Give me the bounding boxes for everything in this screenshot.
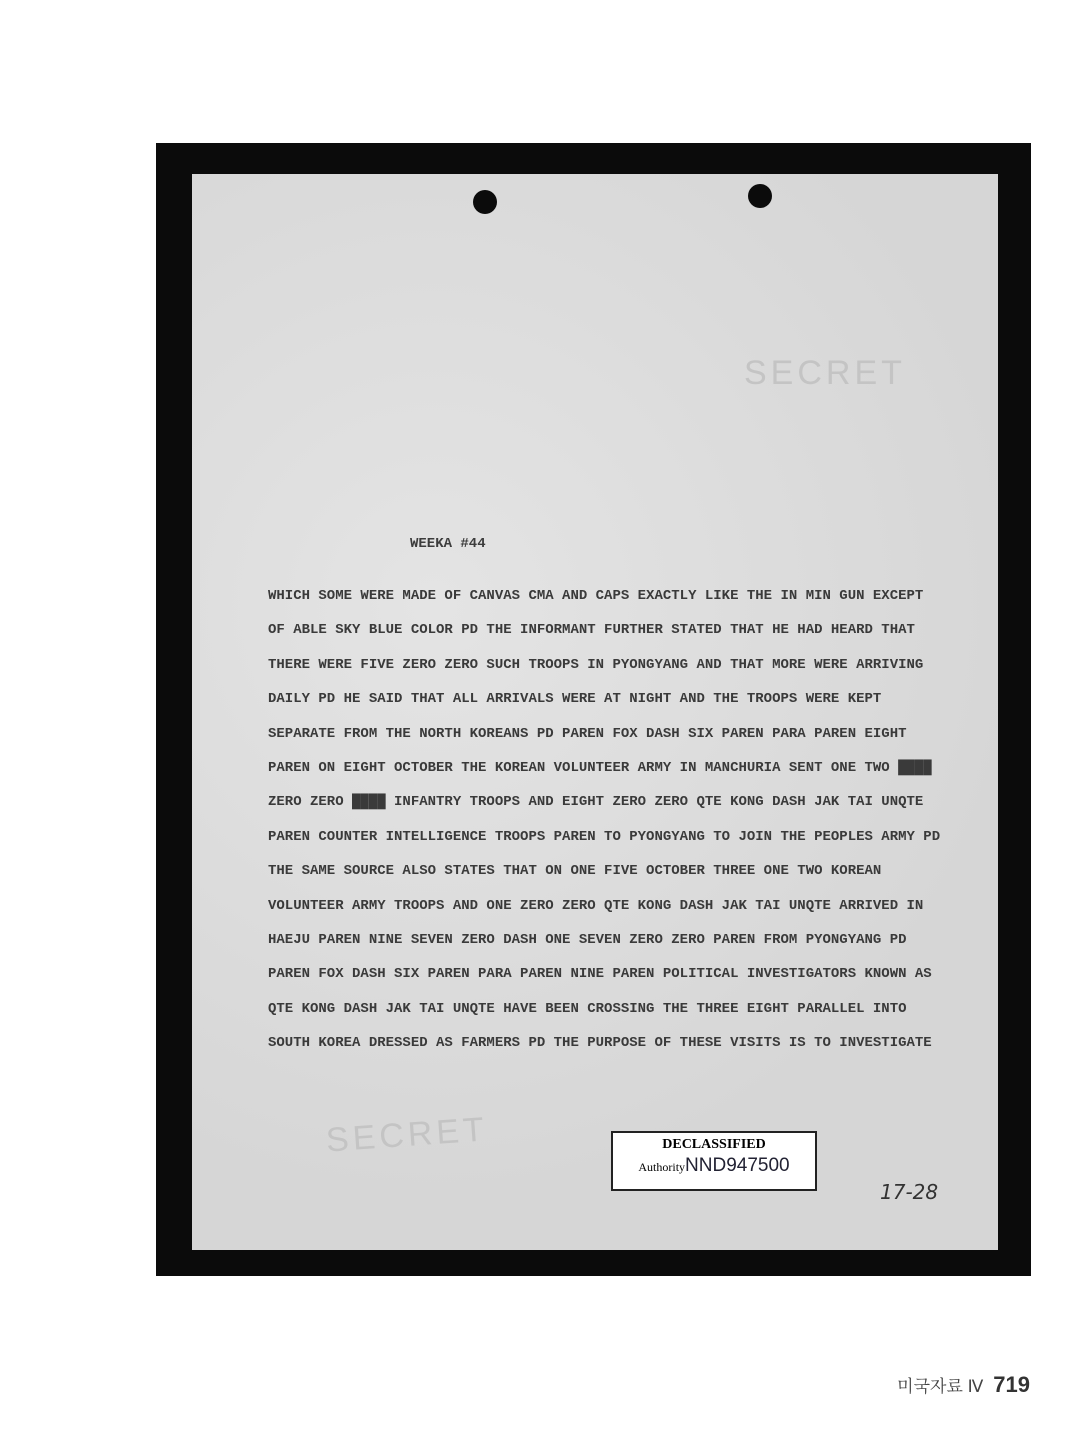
- text-line: DAILY PD HE SAID THAT ALL ARRIVALS WERE AT NIGHT AND THE TROOPS WERE KEPT: [268, 691, 882, 708]
- footer-section: 미국자료 Ⅳ: [897, 1377, 984, 1396]
- text-line: PAREN ON EIGHT OCTOBER THE KOREAN VOLUNTEER ARMY IN MANCHURIA SENT ONE TWO ████: [268, 759, 932, 776]
- punch-hole: [473, 190, 497, 214]
- document-paper: [192, 174, 998, 1250]
- text-line: OF ABLE SKY BLUE COLOR PD THE INFORMANT FURTHER STATED THAT HE HAD HEARD THAT: [268, 622, 915, 639]
- text-line: VOLUNTEER ARMY TROOPS AND ONE ZERO ZERO QTE KONG DASH JAK TAI UNQTE ARRIVED IN: [268, 897, 924, 914]
- authority-label: Authority: [638, 1160, 686, 1174]
- text-line: ZERO ZERO ████ INFANTRY TROOPS AND EIGHT ZERO ZERO QTE KONG DASH JAK TAI UNQTE: [268, 794, 924, 811]
- text-line: SEPARATE FROM THE NORTH KOREANS PD PAREN FOX DASH SIX PAREN PARA PAREN EIGHT: [268, 725, 907, 742]
- text-line: SOUTH KOREA DRESSED AS FARMERS PD THE PURPOSE OF THESE VISITS IS TO INVESTIGATE: [268, 1035, 932, 1052]
- page-footer: [897, 1372, 1030, 1398]
- footer-page-number: 719: [993, 1372, 1030, 1397]
- scan-frame: [156, 143, 1031, 1276]
- document-header: WEEKA #44: [410, 536, 486, 552]
- handwritten-page-number: 17-28: [880, 1180, 939, 1204]
- text-line: WHICH SOME WERE MADE OF CANVAS CMA AND CAPS EXACTLY LIKE THE IN MIN GUN EXCEPT: [268, 588, 924, 604]
- punch-hole: [748, 184, 772, 208]
- secret-stamp-top: SECRET: [744, 354, 906, 392]
- text-line: THERE WERE FIVE ZERO ZERO SUCH TROOPS IN PYONGYANG AND THAT MORE WERE ARRIVING: [268, 656, 924, 673]
- declassified-stamp: [611, 1131, 817, 1191]
- text-line: HAEJU PAREN NINE SEVEN ZERO DASH ONE SEVEN ZERO ZERO PAREN FROM PYONGYANG PD: [268, 931, 907, 948]
- declassified-title: DECLASSIFIED: [662, 1137, 766, 1152]
- text-line: THE SAME SOURCE ALSO STATES THAT ON ONE FIVE OCTOBER THREE ONE TWO KOREAN: [268, 863, 882, 880]
- text-line: QTE KONG DASH JAK TAI UNQTE HAVE BEEN CROSSING THE THREE EIGHT PARALLEL INTO: [268, 1000, 907, 1017]
- authority-value: NND947500: [685, 1155, 790, 1176]
- secret-stamp-bottom: SECRET: [324, 1110, 490, 1160]
- document-body: [268, 588, 968, 1069]
- text-line: PAREN FOX DASH SIX PAREN PARA PAREN NINE PAREN POLITICAL INVESTIGATORS KNOWN AS: [268, 966, 932, 983]
- text-line: PAREN COUNTER INTELLIGENCE TROOPS PAREN TO PYONGYANG TO JOIN THE PEOPLES ARMY PD: [268, 828, 941, 845]
